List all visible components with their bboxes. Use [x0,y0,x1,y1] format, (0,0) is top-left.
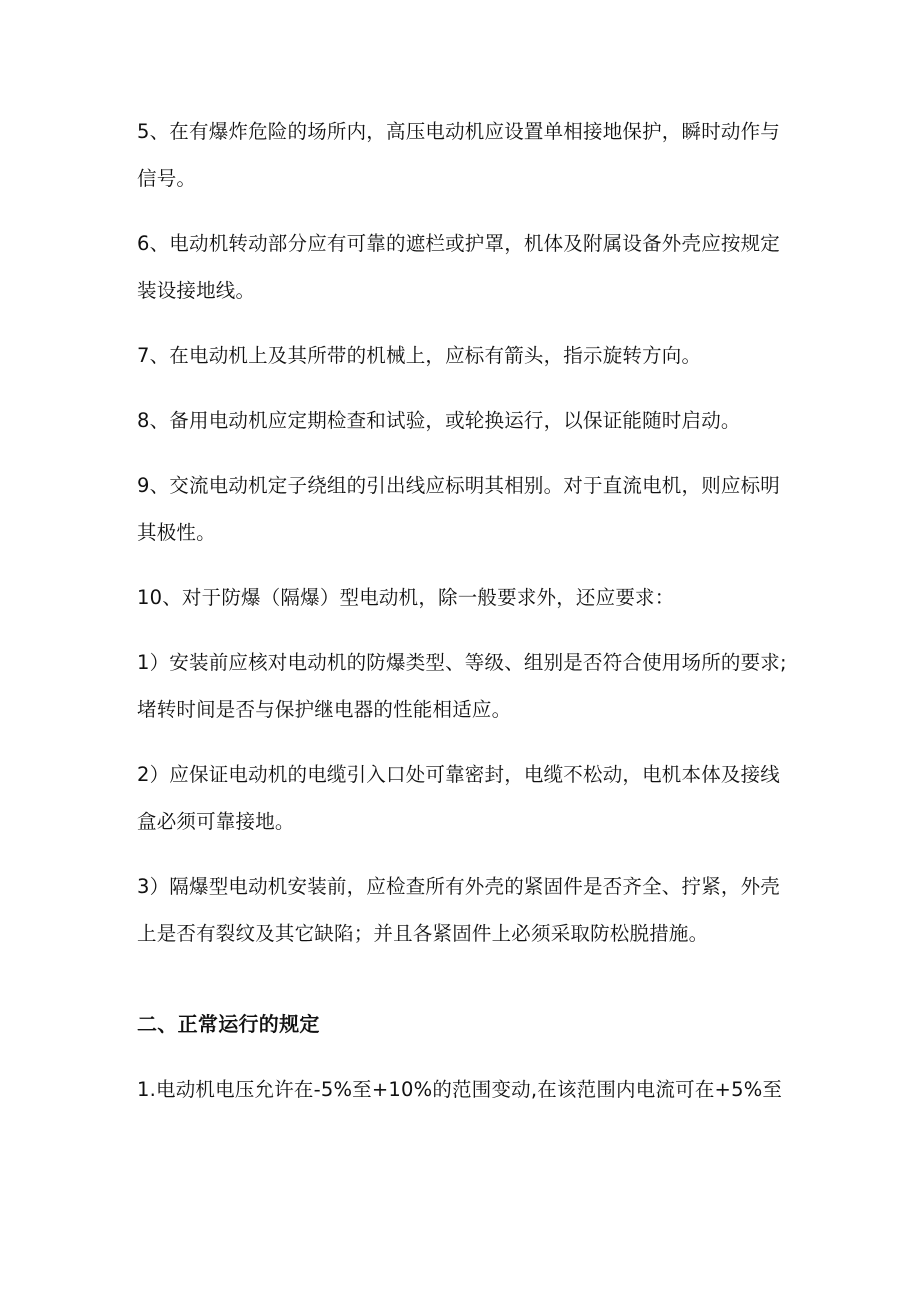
paragraph-item-7: 7、在电动机上及其所带的机械上，应标有箭头，指示旋转方向。 [137,344,702,367]
sub-item-3: 3）隔爆型电动机安装前，应检查所有外壳的紧固件是否齐全、拧紧，外壳上是否有裂纹及其它缺陷；并且各紧固件上必须采取防松脱措施。 [137,875,781,945]
paragraph-item-6: 6、电动机转动部分应有可靠的遮栏或护罩，机体及附属设备外壳应按规定装设接地线。 [137,232,781,302]
section-heading: 二、正常运行的规定 [137,1012,320,1036]
rule-item-1: 1.电动机电压允许在-5%至+10%的范围变动,在该范围内电流可在+5%至 [137,1078,783,1101]
document-page [137,108,792,1113]
sub-item-1: 1）安装前应核对电动机的防爆类型、等级、组别是否符合使用场所的要求;堵转时间是否与保护继电器的性能相适应。 [137,651,787,721]
paragraph-item-10: 10、对于防爆（隔爆）型电动机，除一般要求外，还应要求： [137,586,675,609]
sub-item-2: 2）应保证电动机的电缆引入口处可靠密封，电缆不松动，电机本体及接线盒必须可靠接地。 [137,763,781,833]
paragraph-item-5: 5、在有爆炸危险的场所内，高压电动机应设置单相接地保护，瞬时动作与信号。 [137,120,781,190]
paragraph-item-8: 8、备用电动机应定期检查和试验，或轮换运行，以保证能随时启动。 [137,409,741,432]
paragraph-item-9: 9、交流电动机定子绕组的引出线应标明其相别。对于直流电机，则应标明其极性。 [137,474,781,544]
